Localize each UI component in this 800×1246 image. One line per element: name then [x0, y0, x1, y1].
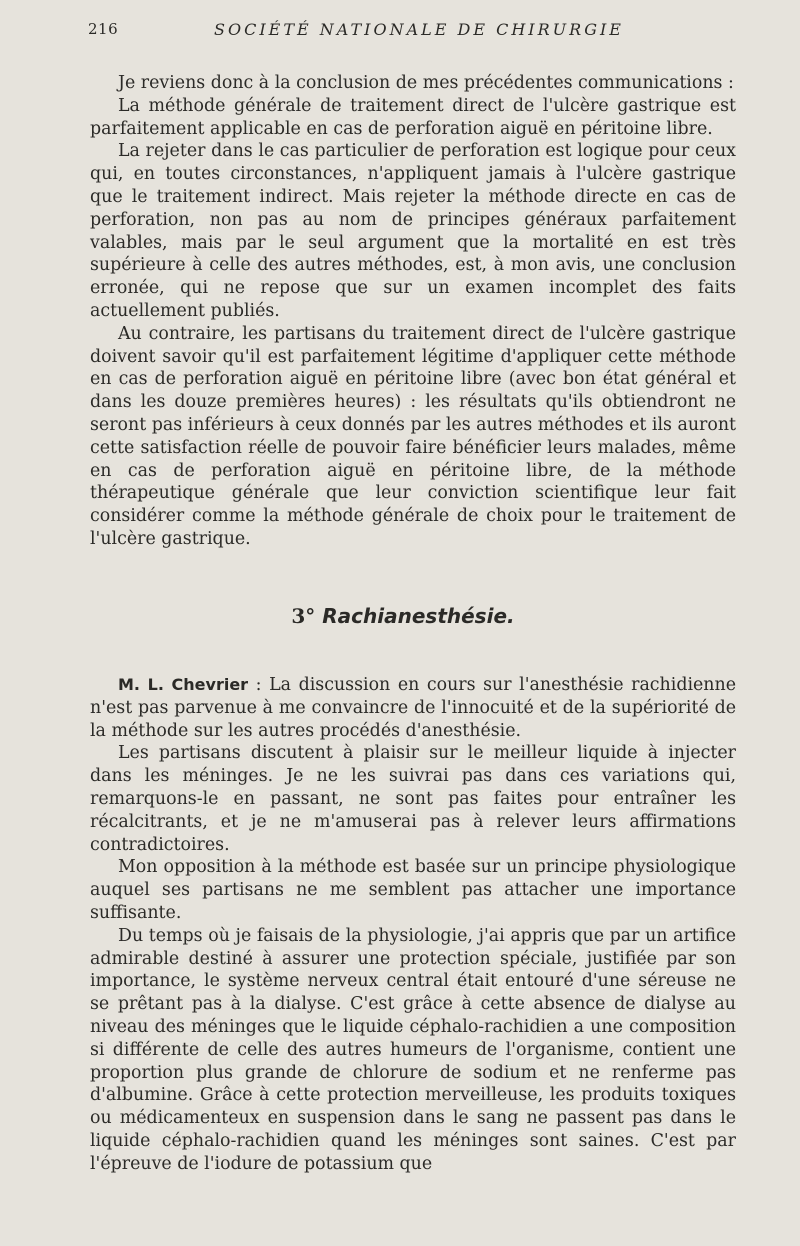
paragraph: Mon opposition à la méthode est basée sur un principe physiologique auquel ses partisans ne me semblent pas attacher une importance suffisante. — [90, 857, 736, 923]
text-block-rachianesthesie — [90, 674, 736, 1176]
section-title: Rachianesthésie. — [322, 604, 515, 628]
paragraph: Je reviens donc à la conclusion de mes précédentes communications : — [118, 73, 734, 93]
paragraph-speaker — [90, 674, 736, 742]
document-page — [88, 14, 737, 1174]
page-header — [90, 14, 736, 44]
page-number: 216 — [88, 20, 119, 38]
paragraph: Les partisans discutent à plaisir sur le meilleur liquide à injecter dans les méninges. Je ne les suivrai pas dans ces variations qui, remarquons-le en passant, ne sont pas faites pour entraîner les récalcitrants, et je ne m'amuserai pas à relever leurs affirmations contradictoires. — [90, 743, 736, 855]
running-title: SOCIÉTÉ NATIONALE DE CHIRURGIE — [214, 20, 624, 39]
paragraph: Au contraire, les partisans du traitement direct de l'ulcère gastrique doivent savoir qu'il est parfaitement légitime d'appliquer cette méthode en cas de perforation aiguë en péritoine libre (avec bon état général et dans les douze premières heures) : les résultats qu'ils obtiendront ne seront pas inférieurs à ceux donnés par les autres méthodes et ils auront cette satisfaction réelle de pouvoir faire bénéficier leurs malades, même en cas de perforation aiguë en péritoine libre, de la méthode thérapeutique générale que leur conviction scientifique leur fait considérer comme la méthode générale de choix pour le traitement de l'ulcère gastrique. — [90, 323, 737, 549]
speaker-name: M. L. Chevrier — [118, 675, 249, 694]
paragraph-text: : La discussion en cours sur l'anesthésie rachidienne n'est pas parvenue à me convaincre de l'innocuité et de la supériorité de la méthode sur les autres procédés d'anesthésie. — [90, 675, 736, 741]
section-heading — [90, 604, 736, 628]
paragraph: La méthode générale de traitement direct de l'ulcère gastrique est parfaitement applicable en cas de perforation aiguë en péritoine libre. — [90, 95, 736, 139]
paragraph: La rejeter dans le cas particulier de perforation est logique pour ceux qui, en toutes circonstances, n'appliquent jamais à l'ulcère gastrique que le traitement indirect. Mais rejeter la méthode directe en cas de perforation, non pas au nom de principes généraux parfaitement valables, mais par le seul argument que la mortalité en est très supérieure à celle des autres méthodes, est, à mon avis, une conclusion erronée, qui ne repose que sur un examen incomplet des faits actuellement publiés. — [90, 141, 736, 321]
paragraph: Du temps où je faisais de la physiologie, j'ai appris que par un artifice admirable destiné à assurer une protection spéciale, justifiée par son importance, le système nerveux central était entouré d'une séreuse ne se prêtant pas à la dialyse. C'est grâce à cette absence de dialyse au niveau des méninges que le liquide céphalo-rachidien a une composition si différente de celle des autres humeurs de l'organisme, contient une proportion plus grande de chlorure de sodium et ne renferme pas d'albumine. Grâce à cette protection merveilleuse, les produits toxiques ou médicamenteux en suspension dans le sang ne passent pas dans le liquide céphalo-rachidien quand les méninges sont saines. C'est par l'épreuve de l'iodure de potassium que — [90, 925, 736, 1174]
text-block-perforation — [90, 72, 736, 551]
section-number: 3° — [291, 604, 316, 628]
